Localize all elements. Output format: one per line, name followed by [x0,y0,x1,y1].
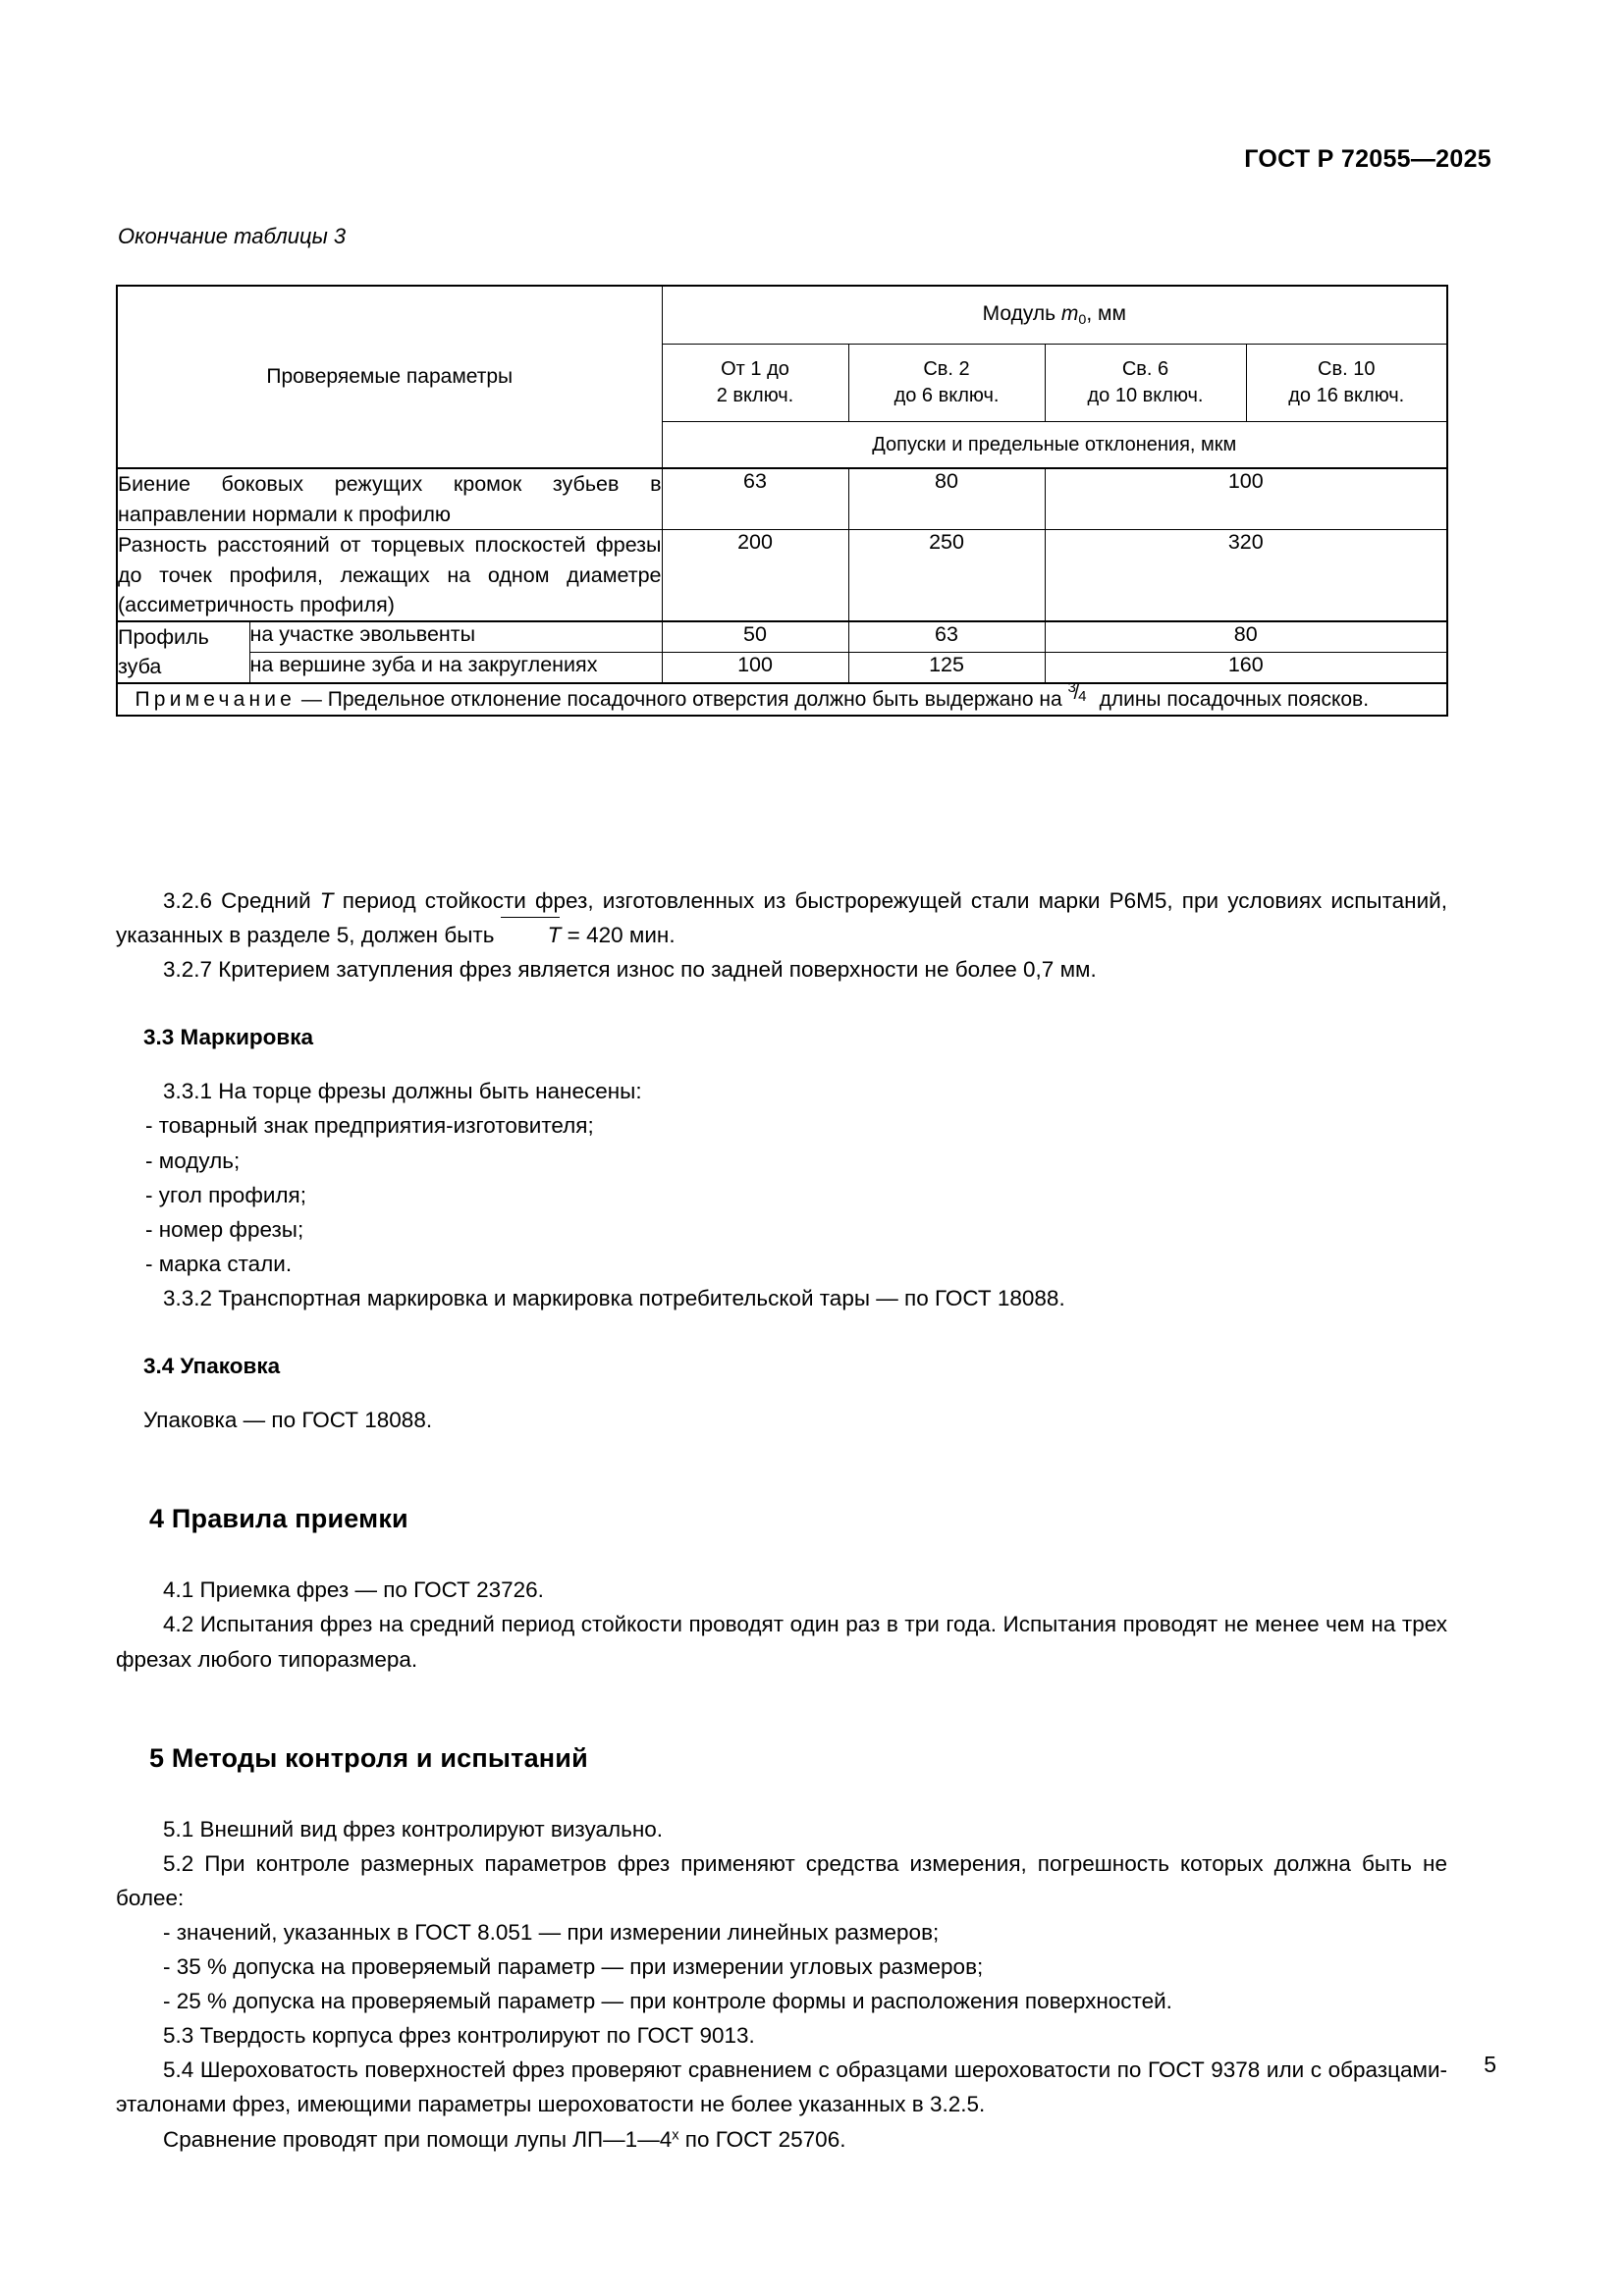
list-item: - номер фрезы; [145,1216,304,1242]
fraction-three-quarters: 3 / 4 [1067,678,1087,706]
clause-5-4: 5.4 Шероховатость поверхностей фрез проверяют сравнением с образцами шероховатости по ГОСТ 9378 или с образцами-эталонами фрез, имеющими параметры шероховатости не более указанных в 3.2.5. [116,2057,1447,2117]
header-cell-range-4: Св. 10 до 16 включ. [1246,345,1447,422]
module-symbol: m [1060,302,1079,325]
row-value-range2: 80 [848,468,1045,530]
note-label: Примечание [135,687,297,711]
document-body [116,883,1447,2157]
row-group-label-profile: Профиль зуба [117,621,249,683]
list-item: - угол профиля; [145,1182,306,1207]
clause-5-1: 5.1 Внешний вид фрез контролируют визуально. [163,1816,664,1842]
clause-5-5: Сравнение проводят при помощи лупы $ЛП—1—4^х$ по ГОСТ 25706. [163,2126,846,2152]
clause-3-4: Упаковка — по ГОСТ 18088. [143,1408,433,1433]
row-parameter-name: Биение боковых режущих кромок зубьев в направлении нормали к профилю [117,468,662,530]
clause-3-2-6: 3.2.6 Средний T период стойкости фрез, изготовленных из быстрорежущей стали марки Р6М5, при условиях испытаний, указанных в разделе 5, должен быть T = 420 мин. [116,883,1447,952]
module-subscript: 0 [1078,311,1087,328]
heading-3-3: 3.3 Маркировка [143,1025,313,1050]
table-row [117,652,1447,683]
row-value-range34: 160 [1045,652,1447,683]
row-value-range1: 100 [662,652,848,683]
header-cell-range-2: Св. 2 до 6 включ. [848,345,1045,422]
clause-4-1: 4.1 Приемка фрез — по ГОСТ 23726. [163,1577,544,1603]
spacer [116,1539,1447,1573]
clause-3-2-7: 3.2.7 Критерием затупления фрез является износ по задней поверхности не более 0,7 мм. [163,957,1097,983]
header-cell-range-1: От 1 до 2 включ. [662,345,848,422]
list-item: - значений, указанных в ГОСТ 8.051 — при измерении линейных размеров; [163,1920,940,1945]
spacer [116,1054,1447,1074]
spacer [116,987,1447,1020]
symbol-T: T [319,888,334,913]
table-caption: Окончание таблицы 3 [118,224,347,248]
row-value-range1: 63 [662,468,848,530]
clause-5-2: 5.2 При контроле размерных параметров фрез применяют средства измерения, погрешность которых должна быть не более: [116,1850,1447,1910]
spacer [116,1383,1447,1403]
table-row [117,530,1447,621]
table-note: Примечание — Предельное отклонение посадочного отверстия должно быть выдержано на 3 / 4 длины посадочных поясков. [117,683,1447,717]
symbol-T-mean: T [501,918,562,952]
table-row [117,621,1447,653]
list-item: - товарный знак предприятия-изготовителя; [145,1113,594,1139]
table-row [117,468,1447,530]
header-cell-tolerance-units: Допуски и предельные отклонения, мкм [662,422,1447,469]
heading-section-4: 4 Правила приемки [149,1504,408,1534]
table-3-continuation [116,285,1446,717]
clause-5-3: 5.3 Твердость корпуса фрез контролируют по ГОСТ 9013. [163,2023,755,2049]
row-value-range1: 50 [662,621,848,653]
list-item: - 25 % допуска на проверяемый параметр — при контроле формы и расположения поверхностей. [163,1989,1172,2014]
list-item: - 35 % допуска на проверяемый параметр — при измерении угловых размеров; [163,1954,984,1980]
row-parameter-name: на участке эвольвенты [249,621,662,653]
heading-section-5: 5 Методы контроля и испытаний [149,1742,588,1773]
clause-3-3-2: 3.3.2 Транспортная маркировка и маркировка потребительской тары — по ГОСТ 18088. [163,1285,1065,1310]
spacer [116,1315,1447,1349]
tolerance-table [116,285,1448,717]
row-value-range2: 250 [848,530,1045,621]
page-number: 5 [1484,2052,1496,2077]
heading-3-4: 3.4 Упаковка [143,1354,281,1379]
clause-3-3-1: 3.3.1 На торце фрезы должны быть нанесены: [163,1079,642,1104]
list-item: - марка стали. [145,1251,293,1276]
table-note-row [117,683,1447,717]
row-parameter-name: на вершине зуба и на закруглениях [249,652,662,683]
row-value-range34: 80 [1045,621,1447,653]
header-cell-range-3: Св. 6 до 10 включ. [1045,345,1246,422]
list-item: - модуль; [145,1148,241,1173]
spacer [116,1677,1447,1737]
row-value-range34: 320 [1045,530,1447,621]
row-value-range34: 100 [1045,468,1447,530]
row-parameter-name: Разность расстояний от торцевых плоскостей фрезы до точек профиля, лежащих на одном диаметре (ассиметричность профиля) [117,530,662,621]
spacer [116,1779,1447,1812]
header-cell-module: Модуль $m_0$, мм [662,286,1447,345]
row-value-range2: 125 [848,652,1045,683]
row-value-range2: 63 [848,621,1045,653]
table-header-row-1 [117,286,1447,345]
running-header-standard-code: ГОСТ Р 72055—2025 [1244,145,1491,173]
superscript-x: х [672,2126,679,2143]
clause-4-2: 4.2 Испытания фрез на средний период стойкости проводят один раз в три года. Испытания проводят не менее чем на трех фрезах любого типоразмера. [116,1612,1447,1672]
spacer [116,1437,1447,1498]
row-value-range1: 200 [662,530,848,621]
header-cell-parameters: Проверяемые параметры [117,286,662,468]
